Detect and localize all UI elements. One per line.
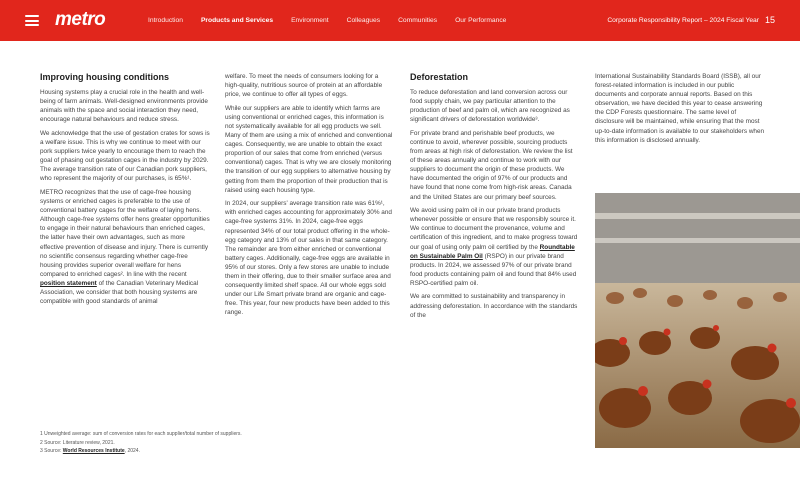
paragraph: For private brand and perishable beef products, we continue to avoid, wherever possible, sourcing products from areas at high risk of deforestation. We review the list of these areas annually and continue to work with our suppliers to document the origin of these products. We have documented the origin of 97% of our products and have found that none come from high-risk areas. Canada and the United States are our primary beef sources. [410, 129, 573, 201]
main-nav [148, 17, 524, 24]
nav-products-and-services[interactable]: Products and Services [200, 17, 274, 24]
paragraph: International Sustainability Standards Board (ISSB), all our forest-related information is included in our public documents and corporate annual reports. Based on this observation, we have decided this year to cease answering the CDP Forests questionnaire. The same level of disclosure will be maintained, while ensuring that the most up-to-date information is available to our stakeholders when this information is disclosed annually. [595, 73, 765, 144]
heading-improving-housing: Improving housing conditions [40, 72, 169, 82]
footnote-1: 1 Unweighted average: sum of conversion rates for each supplier/total number of suppliers. [40, 431, 242, 437]
nav-introduction[interactable]: Introduction [148, 17, 183, 24]
heading-deforestation: Deforestation [410, 72, 469, 82]
footnotes [40, 430, 390, 456]
paragraph: We acknowledge that the use of gestation crates for sows is a welfare issue. This is why we continue to meet with our pork suppliers twice yearly to encourage them to reach the goal of phasing out gestation cages in the industry by 2029. The average transition rate of our Canadian pork suppliers, who represent the majority of our purchases, is 65%¹. [40, 129, 210, 183]
paragraph: We are committed to sustainability and transparency in addressing deforestation. In accordance with the standards of the [410, 293, 578, 319]
nav-environment[interactable]: Environment [291, 17, 329, 24]
metro-logo[interactable]: metro [55, 9, 106, 30]
column-3 [410, 72, 578, 324]
hens-photo [595, 193, 800, 448]
paragraph: We avoid using palm oil in our private brand products whenever possible or ensure that we responsibly source it. We continue to document the provenance, volume and certification of this ingredient, and to make progress toward our goal of using only palm oil certified by the Roundtable on Sustainable Palm Oil (RSPO) in our private brand products. In 2024, we assessed 97% of our private brand food products containing palm oil and found that 84% used RSPO-certified palm oil. [410, 207, 578, 287]
world-resources-institute-link[interactable]: World Resources Institute [62, 448, 125, 454]
paragraph: To reduce deforestation and land conversion across our food supply chain, we pay particular attention to the production of beef and palm oil, which are recognized as significant drivers of deforestation worldwide³. [410, 89, 570, 124]
footnote-3: 3 Source: World Resources Institute, 2024. [40, 448, 140, 454]
report-title: Corporate Responsibility Report – 2024 Fiscal Year [607, 17, 759, 24]
column-2 [225, 72, 393, 322]
column-1 [40, 72, 210, 311]
position-statement-link[interactable]: position statement [40, 279, 97, 287]
paragraph: METRO recognizes that the use of cage-free housing systems or enriched cages is preferable to the use of conventional battery cages for the welfare of laying hens. Although cage-free systems offer hens greater opportunities to engage in their natural behaviours than enriched cages, the latter have their own advantages, such as more effective prevention of disease and injury. There is currently no scientific consensus regarding whether cage-free housing provides superior overall welfare for hens compared to enriched cages². In line with the recent position statement of the Canadian Veterinary Medical Association, we consider that both housing systems are compatible with good standards of animal [40, 188, 210, 306]
rspo-link[interactable]: Roundtable on Sustainable Palm Oil [410, 243, 575, 260]
column-4 [595, 72, 765, 149]
footnote-2: 2 Source: Literature review, 2021. [40, 439, 115, 446]
paragraph: While our suppliers are able to identify which farms are using conventional or enriched cages, this information is not systematically available for all egg products we sell. Many of them are using a mix of enriched and conventional cages. Consequently, we are unable to obtain the exact proportion of our sales that come from enriched (versus conventional) cages. That is why we are closely monitoring the transition of our egg suppliers to alternative housing by getting from them the proportion of their production that is raised using each housing type. [225, 104, 393, 194]
paragraph: Housing systems play a crucial role in the health and well-being of farm animals. Well-designed environments provide animals with the space and social interaction they need, encourage natural behaviours and reduce stress. [40, 89, 208, 124]
paragraph: welfare. To meet the needs of consumers looking for a high-quality, nutritious source of protein at an affordable price, we continue to offer all types of eggs. [225, 73, 383, 99]
top-navigation-bar [0, 0, 800, 41]
nav-colleagues[interactable]: Colleagues [346, 17, 381, 24]
nav-communities[interactable]: Communities [398, 17, 438, 24]
hens-illustration [595, 193, 800, 448]
paragraph: In 2024, our suppliers' average transition rate was 61%¹, with enriched cages accounting for approximately 30% and cage-free systems 31%. In 2024, cage-free eggs represented 34% of our total product offering in the whole-egg category and 13% of our sales in that same category. The remainder are from either enriched or conventional battery cages. Additionally, cage-free eggs are available in 95% of our stores. Only a few stores are unable to include them in their offering, due to their smaller surface area and consequently limited shelf space. All our whole eggs sold under our Life Smart private brand are organic and cage-free. This year, four new products have been added to this range. [225, 200, 392, 317]
nav-our-performance[interactable]: Our Performance [455, 17, 507, 24]
page-number: 15 [764, 15, 775, 25]
menu-icon[interactable] [25, 15, 39, 26]
